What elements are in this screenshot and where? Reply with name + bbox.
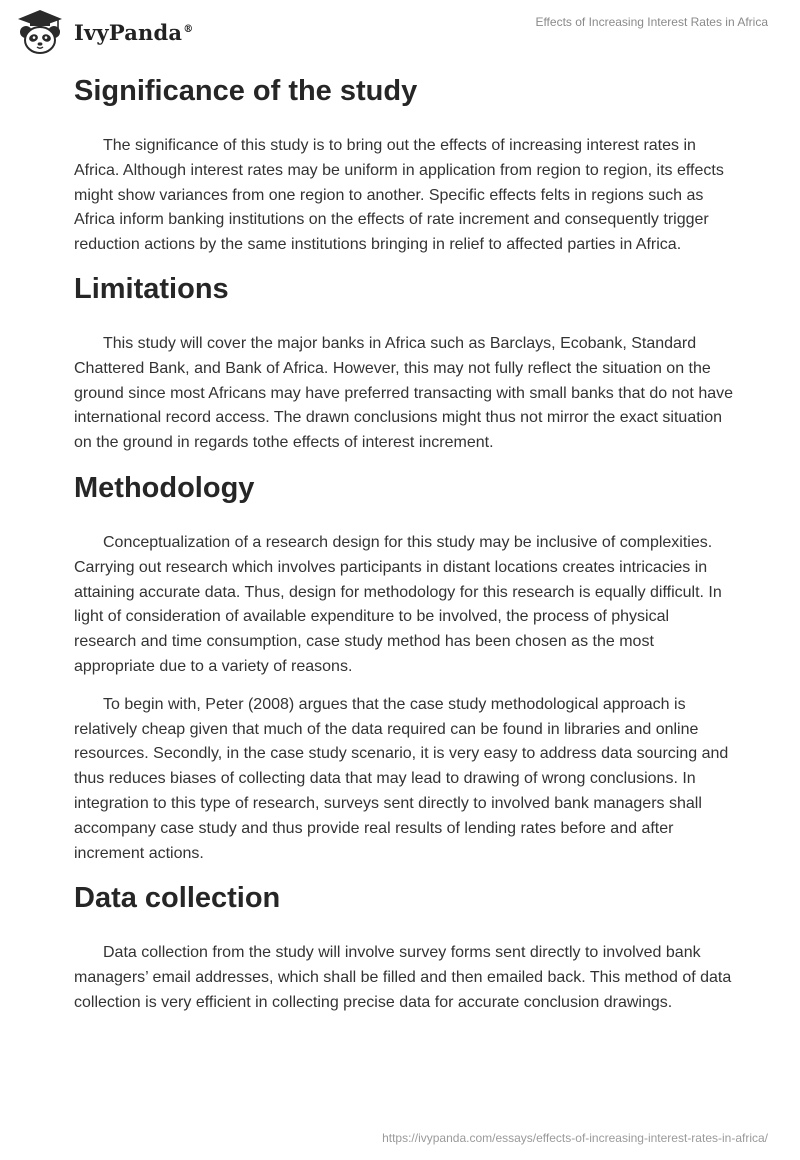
panda-logo-icon bbox=[14, 8, 66, 56]
paragraph-methodology-1: Conceptualization of a research design for this study may be inclusive of complexities. Carrying out research which involves participants in distant locations creates intricacies in attaining accurate data. Thus, design for methodology for this research is equally difficult. In light of consideration of available expenditure to be involved, the process of physical research and time consumption, case study method has been chosen as the most appropriate due to a variety of reasons. bbox=[74, 533, 722, 675]
page-header bbox=[0, 0, 800, 64]
paragraph-data-collection: Data collection from the study will involve survey forms sent directly to involved bank managers’ email addresses, which shall be filled and then emailed back. This method of data collection is very efficient in collecting precise data for accurate conclusion drawings. bbox=[74, 944, 732, 1011]
brand-logo[interactable] bbox=[14, 8, 193, 56]
heading-limitations: Limitations bbox=[74, 272, 229, 305]
heading-methodology: Methodology bbox=[74, 471, 255, 504]
heading-significance: Significance of the study bbox=[74, 75, 418, 107]
paragraph-methodology-2: To begin with, Peter (2008) argues that the case study methodological approach is relatively cheap given that much of the data required can be found in libraries and online resources. Secondly, in the case study scenario, it is very easy to address data sourcing and thus reduces biases of collecting data that may lead to drawing of wrong conclusions. In integration to this type of research, surveys sent directly to involved bank managers shall accompany case study and thus provide real results of lending rates before and after increment actions. bbox=[74, 695, 729, 862]
source-url-link[interactable]: https://ivypanda.com/essays/effects-of-increasing-interest-rates-in-africa/ bbox=[382, 1131, 768, 1145]
paragraph-significance: The significance of this study is to bring out the effects of increasing interest rates in Africa. Although interest rates may be uniform in application from region to region, its effects might show variances from one region to another. Specific effects felts in regions such as Africa inform banking institutions on the effects of rate increment and consequently trigger reduction actions by the same institutions bringing in relief to affected parties in Africa. bbox=[74, 137, 724, 254]
registered-mark: ® bbox=[183, 23, 194, 35]
brand-name: IvyPanda® bbox=[74, 19, 194, 45]
paragraph-limitations: This study will cover the major banks in Africa such as Barclays, Ecobank, Standard Chattered Bank, and Bank of Africa. However, this may not fully reflect the situation on the ground since most Africans may have preferred transacting with small banks that do not have international record access. The drawn conclusions might thus not mirror the exact situation on the ground in regards tothe effects of interest increment. bbox=[74, 334, 734, 452]
heading-data-collection: Data collection bbox=[74, 882, 281, 915]
essay-content bbox=[74, 70, 734, 1016]
document-title: Effects of Increasing Interest Rates in Africa bbox=[535, 15, 768, 29]
